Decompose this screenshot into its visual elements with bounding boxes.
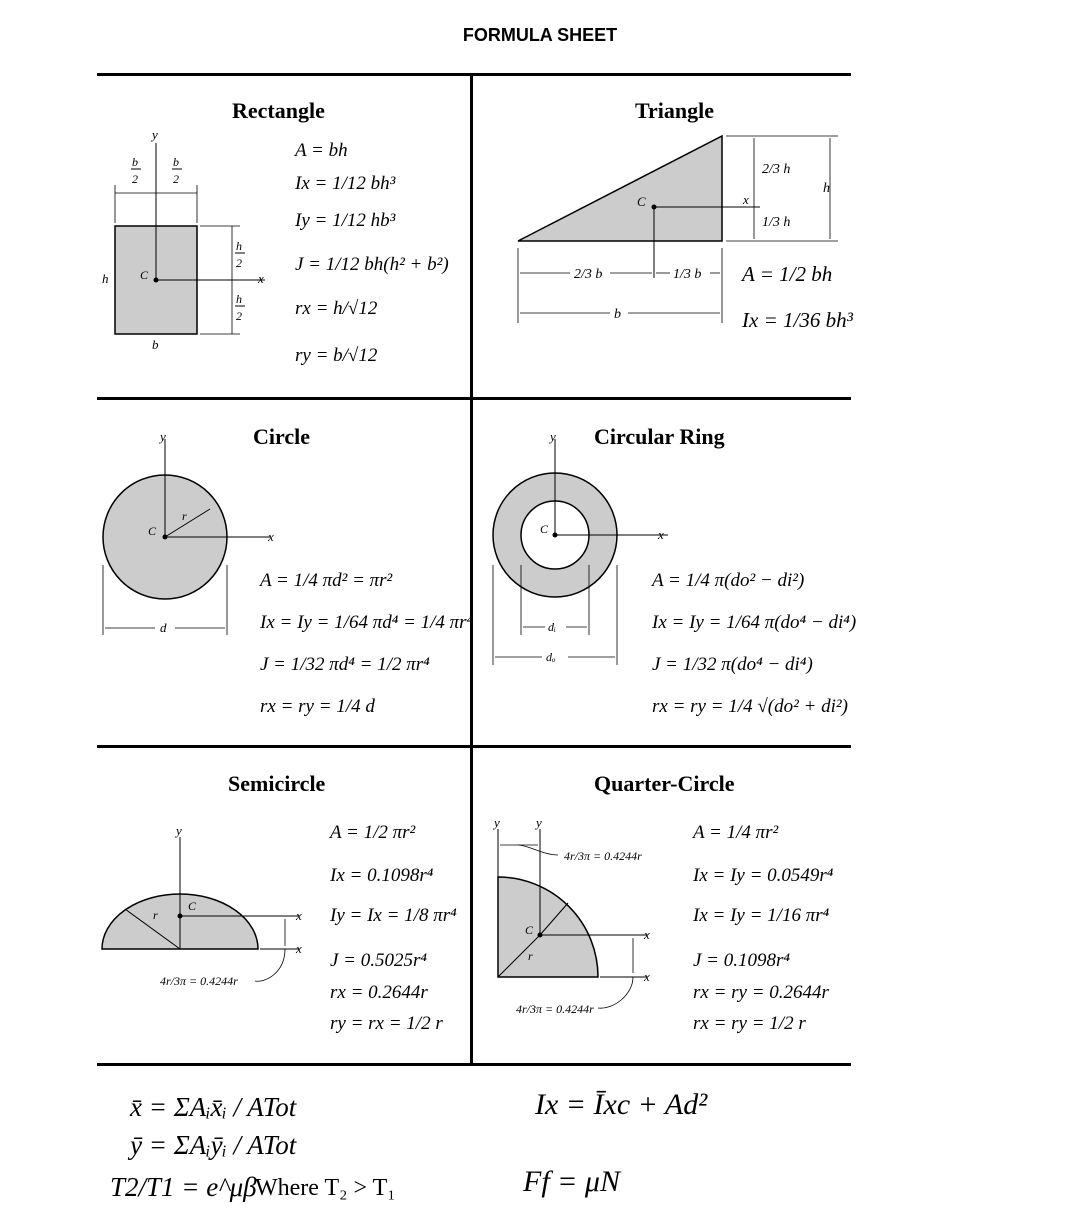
tri-formula-area: A = 1/2 bh	[742, 262, 833, 286]
rect-formula-rx: rx = h/√12	[295, 298, 378, 319]
quarter-label-dist-top: 4r/3π = 0.4244r	[564, 849, 642, 863]
ring-formula-area: A = 1/4 π(do² − di²)	[652, 570, 805, 591]
ring-label-x: x	[658, 527, 664, 542]
rect-formula-j: J = 1/12 bh(h² + b²)	[295, 254, 449, 275]
circle-label-r: r	[182, 509, 187, 523]
quarter-formula-rxry: rx = ry = 0.2644r	[693, 982, 829, 1003]
center-rule	[470, 73, 473, 1066]
tri-label-two-thirds-b: 2/3 b	[574, 267, 603, 282]
rect-label-h2: h	[236, 292, 242, 306]
page-title: FORMULA SHEET	[462, 25, 618, 45]
rect-formula-iy: Iy = 1/12 hb³	[295, 210, 396, 231]
circle-label-x: x	[268, 529, 274, 544]
quarter-formula-ixiy: Ix = Iy = 0.0549r⁴	[693, 865, 834, 886]
circle-formula-area: A = 1/4 πd² = πr²	[260, 570, 393, 591]
centroid-x-formula: x̄ = ΣAᵢx̄ᵢ / ATot	[130, 1092, 297, 1122]
rect-label-two4: 2	[236, 309, 242, 323]
tri-label-two-thirds-h: 2/3 h	[762, 162, 791, 177]
circle-label-d: d	[160, 620, 167, 635]
tri-label-b: b	[614, 307, 621, 322]
tri-label-c: C	[637, 194, 646, 209]
semicircle-title: Semicircle	[228, 771, 326, 796]
tri-label-one-third-h: 1/3 h	[762, 215, 791, 230]
rect-formula-area: A = bh	[295, 140, 348, 161]
rect-label-two2: 2	[173, 172, 179, 186]
quarter-label-x-bar: x	[644, 927, 650, 942]
semi-formula-j: J = 0.5025r⁴	[330, 950, 428, 971]
centroid-y-formula: ȳ = ΣAᵢȳᵢ / ATot	[130, 1130, 297, 1160]
rectangle-diagram	[95, 125, 275, 355]
rect-label-b: b	[152, 337, 159, 352]
quarter-label-c: C	[525, 923, 534, 937]
ring-label-c: C	[540, 522, 549, 536]
quarter-label-y: y	[494, 815, 500, 830]
ring-label-y: y	[550, 429, 556, 444]
semi-label-x: x	[296, 941, 302, 956]
circle-label-y: y	[160, 429, 166, 444]
semicircle-diagram	[100, 823, 320, 1003]
semi-label-y: y	[176, 823, 182, 838]
semi-formula-rx: rx = 0.2644r	[330, 982, 428, 1003]
rect-label-c: C	[140, 268, 149, 282]
belt-condition-text: Where T₂ > T₁	[255, 1175, 396, 1201]
quarter-formula-area: A = 1/4 πr²	[693, 822, 779, 843]
semi-label-r: r	[153, 908, 158, 922]
friction-force-formula: Ff = μN	[523, 1165, 620, 1198]
rect-label-two1: 2	[132, 172, 138, 186]
belt-friction-formula: T2/T1 = e^μβ	[110, 1172, 257, 1202]
rect-label-h: h	[102, 271, 109, 286]
rect-label-two3: 2	[236, 256, 242, 270]
tri-label-one-third-b: 1/3 b	[673, 267, 702, 282]
rect-label-b1: b	[132, 155, 138, 169]
quarter-label-y-bar: y	[536, 815, 542, 830]
semi-formula-ix: Ix = 0.1098r⁴	[330, 865, 434, 886]
semi-formula-ry: ry = rx = 1/2 r	[330, 1013, 443, 1034]
tri-formula-ix: Ix = 1/36 bh³	[742, 308, 853, 332]
quarter-formula-ixiy-centroid: Ix = Iy = 1/16 πr⁴	[693, 905, 830, 926]
circle-title: Circle	[253, 424, 311, 449]
quarter-title: Quarter-Circle	[594, 771, 735, 796]
rect-formula-ix: Ix = 1/12 bh³	[295, 173, 396, 194]
triangle-diagram	[510, 128, 850, 328]
rect-label-y: y	[152, 127, 158, 142]
parallel-axis-formula: Ix = Īxc + Ad²	[535, 1088, 708, 1121]
rect-label-h1: h	[236, 239, 242, 253]
row-rule-2	[97, 745, 851, 748]
circle-label-c: C	[148, 524, 157, 538]
triangle-title: Triangle	[635, 98, 715, 123]
semi-label-c: C	[188, 899, 197, 913]
row-rule-3	[97, 1063, 851, 1066]
tri-label-x: x	[743, 192, 749, 207]
row-rule-1	[97, 397, 851, 400]
quarter-label-r: r	[528, 949, 533, 963]
semi-formula-iy: Iy = Ix = 1/8 πr⁴	[330, 905, 457, 926]
ring-formula-i: Ix = Iy = 1/64 π(do⁴ − di⁴)	[652, 612, 857, 633]
ring-label-di: dᵢ	[548, 620, 556, 634]
quarter-diagram	[488, 815, 668, 1025]
rect-label-b2: b	[173, 155, 179, 169]
semi-label-x-bar: x	[296, 908, 302, 923]
semi-label-dist: 4r/3π = 0.4244r	[160, 974, 238, 988]
ring-title: Circular Ring	[594, 424, 725, 449]
top-rule	[97, 73, 851, 76]
semi-formula-area: A = 1/2 πr²	[330, 822, 416, 843]
circle-formula-j: J = 1/32 πd⁴ = 1/2 πr⁴	[260, 654, 430, 675]
quarter-label-x: x	[644, 969, 650, 984]
circle-formula-r: rx = ry = 1/4 d	[260, 696, 375, 717]
rectangle-title: Rectangle	[232, 98, 325, 123]
quarter-formula-rxry-centroid: rx = ry = 1/2 r	[693, 1013, 806, 1034]
rect-label-x: x	[258, 271, 264, 286]
quarter-formula-j: J = 0.1098r⁴	[693, 950, 791, 971]
ring-label-do: dₒ	[546, 650, 556, 664]
rect-formula-ry: ry = b/√12	[295, 345, 378, 366]
quarter-label-dist-bottom: 4r/3π = 0.4244r	[516, 1002, 594, 1016]
tri-label-h: h	[823, 181, 830, 196]
ring-formula-j: J = 1/32 π(do⁴ − di⁴)	[652, 654, 813, 675]
circle-formula-i: Ix = Iy = 1/64 πd⁴ = 1/4 πr⁴	[260, 612, 474, 633]
ring-formula-r: rx = ry = 1/4 √(do² + di²)	[652, 696, 848, 717]
